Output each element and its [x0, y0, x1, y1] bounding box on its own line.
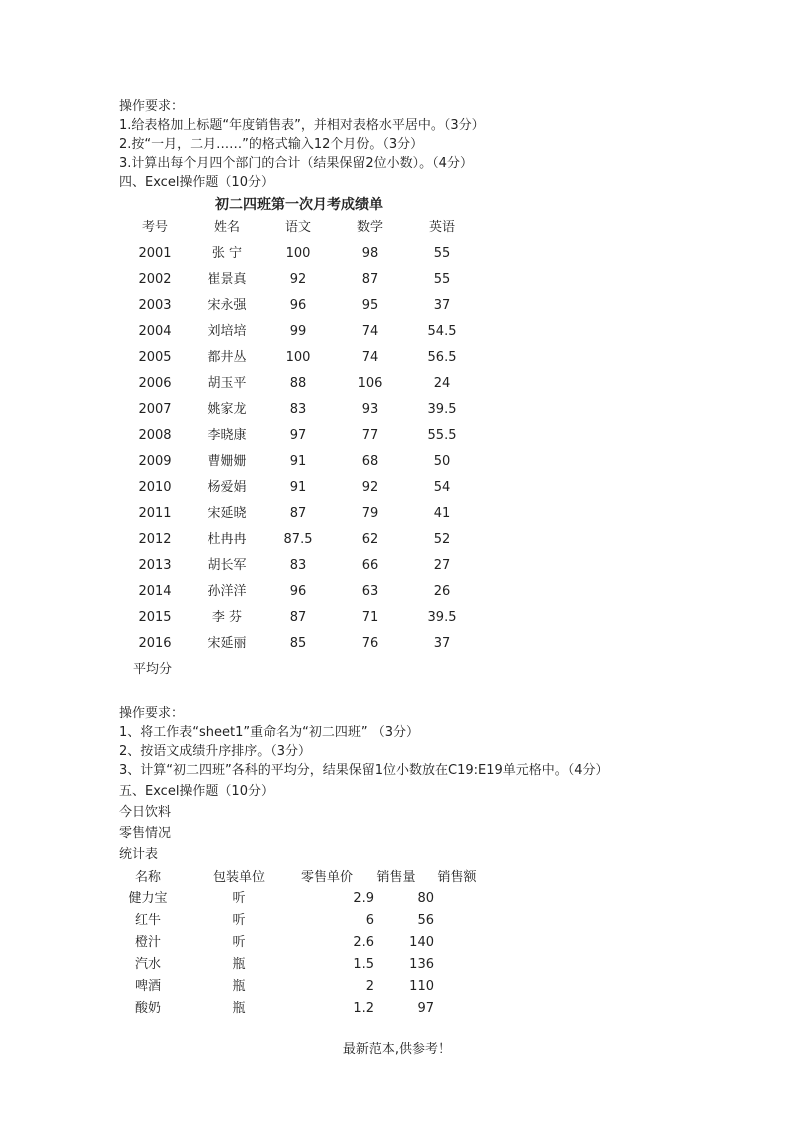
score-table-cell: 55: [433, 246, 451, 261]
score-table-cell: 41: [433, 506, 451, 521]
score-table-cell: 24: [433, 376, 451, 391]
drink-table-cell: 健力宝: [128, 891, 168, 906]
score-table-cell: 2009: [138, 454, 172, 469]
drink-table-header: 销售额: [437, 870, 477, 885]
score-table-cell: 76: [361, 636, 379, 651]
score-table-cell: 2010: [138, 480, 172, 495]
drink-table-cell: 2.9: [353, 891, 374, 906]
drink-table-cell: 听: [232, 935, 246, 950]
score-table-cell: 100: [285, 350, 311, 365]
score-table-cell: 胡玉平: [207, 376, 247, 391]
drink-table-cell: 啤酒: [134, 979, 162, 994]
score-table-cell: 98: [361, 246, 379, 261]
score-table-cell: 2004: [138, 324, 172, 339]
score-table-cell: 2014: [138, 584, 172, 599]
drink-table-cell: 酸奶: [134, 1001, 162, 1016]
score-table-cell: 87: [289, 506, 307, 521]
score-table-cell: 27: [433, 558, 451, 573]
section2-item: 1、将工作表“sheet1”重命名为“初二四班” （3分）: [119, 725, 419, 740]
drink-table-cell: 瓶: [232, 979, 246, 994]
drink-table-cell: 1.5: [353, 957, 374, 972]
score-table-cell: 93: [361, 402, 379, 417]
drink-table-cell: 110: [409, 979, 434, 994]
score-table-cell: 100: [285, 246, 311, 261]
score-table-cell: 宋延晓: [207, 506, 247, 521]
score-table-cell: 62: [361, 532, 379, 547]
score-table-cell: 77: [361, 428, 379, 443]
score-table-cell: 39.5: [427, 610, 457, 625]
score-table-cell: 37: [433, 636, 451, 651]
score-table-cell: 曹姗姗: [207, 454, 247, 469]
score-table-cell: 74: [361, 350, 379, 365]
drink-table-title-line: 统计表: [119, 847, 159, 862]
score-table-cell: 54: [433, 480, 451, 495]
score-table-cell: 宋延丽: [207, 636, 247, 651]
drink-table-header: 包装单位: [212, 870, 266, 885]
section2-heading: 操作要求：: [119, 706, 185, 721]
score-table-cell: 杜冉冉: [207, 532, 247, 547]
score-table-cell: 85: [289, 636, 307, 651]
score-table-cell: 2016: [138, 636, 172, 651]
drink-table-header: 零售单价: [300, 870, 354, 885]
section2-item: 3、计算“初二四班”各科的平均分，结果保留1位小数放在C19:E19单元格中。（4分）: [119, 763, 609, 778]
score-table-header: 语文: [284, 220, 312, 235]
score-table-cell: 崔景真: [207, 272, 247, 287]
average-label: 平均分: [133, 662, 173, 677]
score-table-cell: 63: [361, 584, 379, 599]
score-table-cell: 66: [361, 558, 379, 573]
footer-note: 最新范本,供参考！: [342, 1042, 452, 1057]
score-table-cell: 91: [289, 480, 307, 495]
section1-item: 1.给表格加上标题“年度销售表”，并相对表格水平居中。（3分）: [119, 118, 485, 133]
score-table-cell: 都井丛: [207, 350, 247, 365]
drink-table-title-line: 零售情况: [119, 826, 172, 841]
score-table-cell: 68: [361, 454, 379, 469]
score-table-header: 考号: [141, 220, 169, 235]
score-table-cell: 2002: [138, 272, 172, 287]
section2-item: 2、按语文成绩升序排序。（3分）: [119, 744, 312, 759]
score-table-cell: 孙洋洋: [207, 584, 247, 599]
section4-title: 四、Excel操作题（10分）: [119, 175, 274, 190]
drink-table-cell: 140: [409, 935, 434, 950]
score-table-cell: 2013: [138, 558, 172, 573]
score-table-cell: 李 芬: [211, 610, 243, 625]
drink-table-cell: 瓶: [232, 1001, 246, 1016]
score-table-cell: 87: [289, 610, 307, 625]
score-table-cell: 2006: [138, 376, 172, 391]
score-table-cell: 87: [361, 272, 379, 287]
score-table-cell: 54.5: [427, 324, 457, 339]
score-table-cell: 92: [289, 272, 307, 287]
drink-table-cell: 红牛: [134, 913, 162, 928]
score-table-cell: 杨爱娟: [207, 480, 247, 495]
score-table-cell: 2015: [138, 610, 172, 625]
score-table-cell: 87.5: [283, 532, 313, 547]
score-table-cell: 李晓康: [207, 428, 247, 443]
section1-item: 3.计算出每个月四个部门的合计（结果保留2位小数）。（4分）: [119, 156, 473, 171]
score-table-cell: 2003: [138, 298, 172, 313]
score-table-cell: 2011: [138, 506, 172, 521]
drink-table-cell: 136: [409, 957, 434, 972]
score-table-cell: 56.5: [427, 350, 457, 365]
score-table-cell: 39.5: [427, 402, 457, 417]
score-table-cell: 96: [289, 584, 307, 599]
score-table-cell: 50: [433, 454, 451, 469]
drink-table-cell: 6: [365, 913, 374, 928]
score-table-cell: 2001: [138, 246, 172, 261]
section1-item: 2.按“一月，二月……”的格式输入12个月份。（3分）: [119, 137, 424, 152]
drink-table-cell: 97: [417, 1001, 434, 1016]
score-table-cell: 张 宁: [211, 246, 243, 261]
score-table-cell: 37: [433, 298, 451, 313]
score-table-cell: 95: [361, 298, 379, 313]
score-table-cell: 97: [289, 428, 307, 443]
score-table-cell: 74: [361, 324, 379, 339]
drink-table-cell: 80: [417, 891, 434, 906]
score-table-cell: 88: [289, 376, 307, 391]
score-table-cell: 92: [361, 480, 379, 495]
score-table-cell: 55: [433, 272, 451, 287]
drink-table-cell: 2: [365, 979, 374, 994]
score-table-cell: 91: [289, 454, 307, 469]
drink-table-cell: 听: [232, 891, 246, 906]
drink-table-cell: 听: [232, 913, 246, 928]
drink-table-cell: 汽水: [134, 957, 162, 972]
drink-table-title-line: 今日饮料: [119, 805, 172, 820]
score-table-cell: 26: [433, 584, 451, 599]
score-table-header: 姓名: [213, 220, 241, 235]
score-table-cell: 2012: [138, 532, 172, 547]
drink-table-cell: 橙汁: [134, 935, 162, 950]
score-table-cell: 2008: [138, 428, 172, 443]
score-table-cell: 71: [361, 610, 379, 625]
score-table-header: 英语: [428, 220, 456, 235]
score-table-cell: 99: [289, 324, 307, 339]
score-table-header: 数学: [356, 220, 384, 235]
score-table-cell: 2007: [138, 402, 172, 417]
score-table-cell: 106: [357, 376, 383, 391]
drink-table-cell: 1.2: [353, 1001, 374, 1016]
section5-title: 五、Excel操作题（10分）: [119, 784, 274, 799]
score-table-title: 初二四班第一次月考成绩单: [215, 197, 383, 213]
score-table-cell: 52: [433, 532, 451, 547]
score-table-cell: 2005: [138, 350, 172, 365]
drink-table-cell: 瓶: [232, 957, 246, 972]
score-table-cell: 宋永强: [207, 298, 247, 313]
drink-table-header: 名称: [134, 870, 162, 885]
score-table-cell: 55.5: [427, 428, 457, 443]
drink-table-cell: 56: [417, 913, 434, 928]
drink-table-cell: 2.6: [353, 935, 374, 950]
drink-table-header: 销售量: [376, 870, 416, 885]
score-table-cell: 83: [289, 402, 307, 417]
score-table-cell: 96: [289, 298, 307, 313]
score-table-cell: 胡长军: [207, 558, 247, 573]
score-table-cell: 刘培培: [207, 324, 247, 339]
score-table-cell: 79: [361, 506, 379, 521]
score-table-cell: 姚家龙: [207, 402, 247, 417]
score-table-cell: 83: [289, 558, 307, 573]
section1-heading: 操作要求：: [119, 99, 185, 114]
